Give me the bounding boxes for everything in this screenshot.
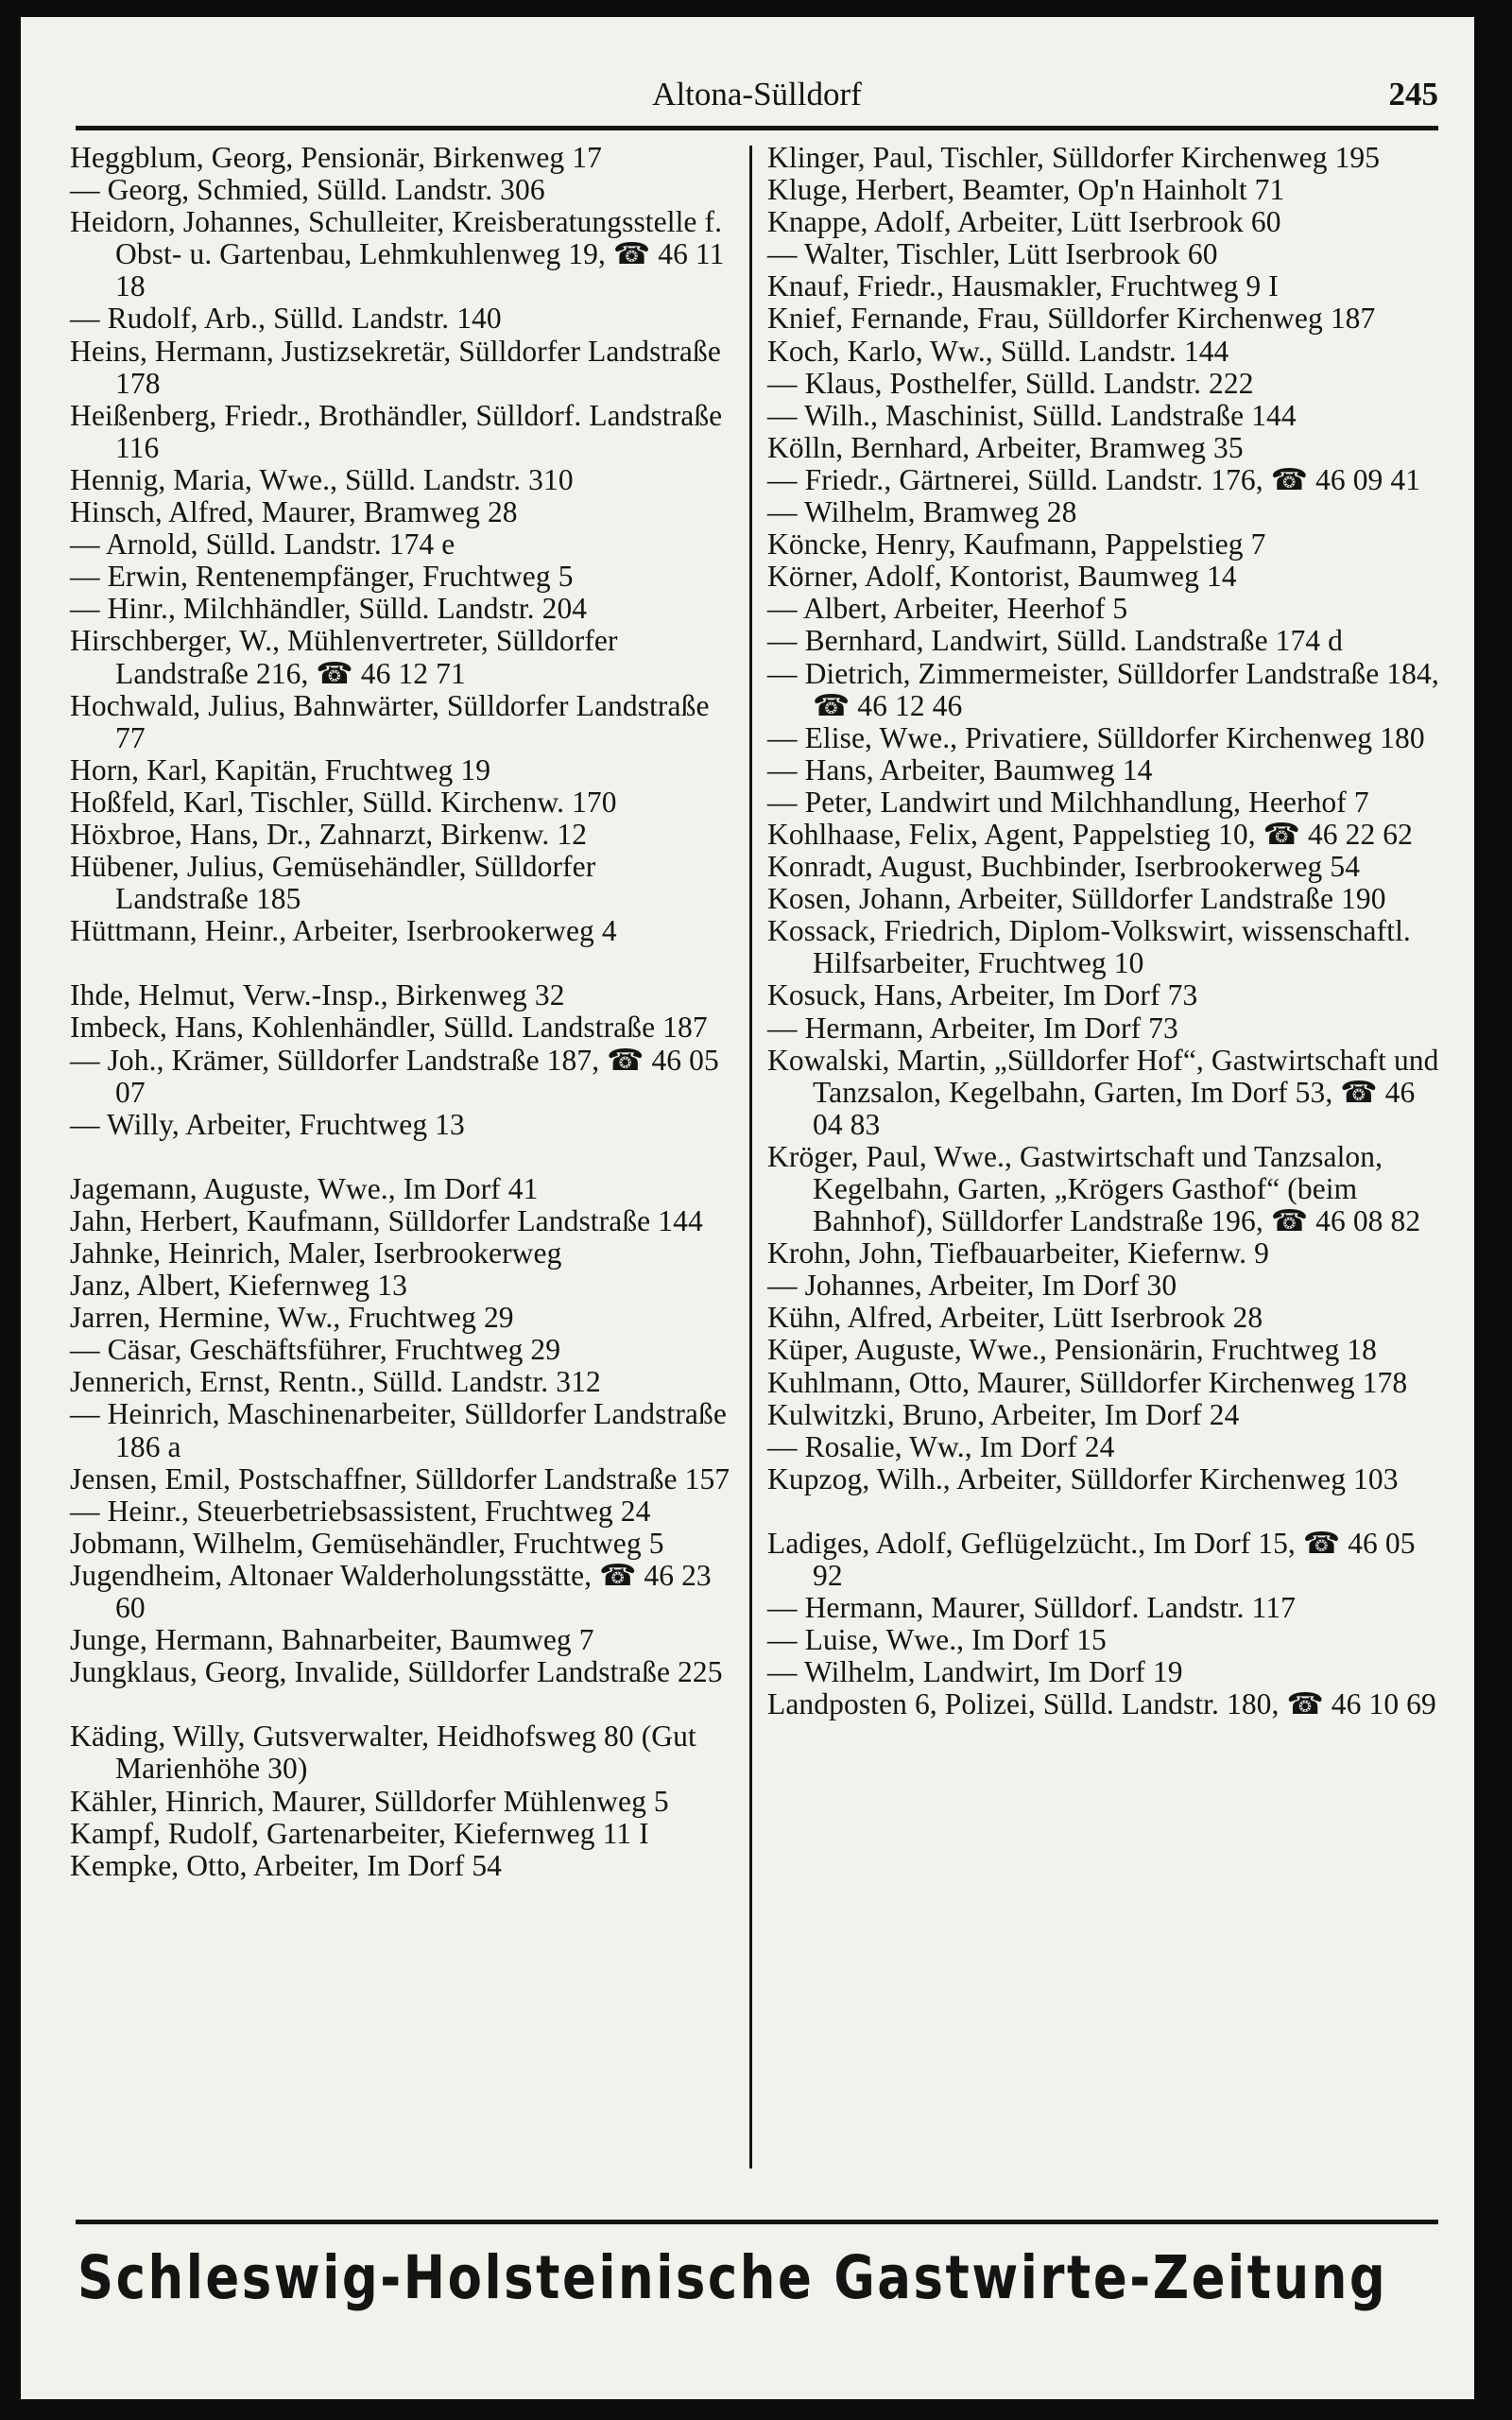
section-gap bbox=[70, 1688, 731, 1720]
directory-entry: Jahnke, Heinrich, Maler, Iserbrookerweg bbox=[70, 1236, 562, 1270]
directory-entry: Kampf, Rudolf, Gartenarbeiter, Kiefernweg 11 I bbox=[70, 1816, 649, 1850]
directory-entry: Hoßfeld, Karl, Tischler, Sülld. Kirchenw. 170 bbox=[70, 785, 617, 819]
directory-entry: Kossack, Friedrich, Diplom-Volkswirt, wissenschaftl. Hilfsarbeiter, Fruchtweg 10 bbox=[767, 914, 1418, 980]
directory-entry: — Joh., Krämer, Sülldorfer Landstraße 187, ☎ 46 05 07 bbox=[70, 1043, 727, 1109]
directory-entry: Jungklaus, Georg, Invalide, Sülldorfer Landstraße 225 bbox=[70, 1655, 723, 1689]
directory-entry: — Hans, Arbeiter, Baumweg 14 bbox=[767, 752, 1153, 786]
directory-entry: Käding, Willy, Gutsverwalter, Heidhofsweg 80 (Gut Marienhöhe 30) bbox=[70, 1720, 704, 1786]
page-number: 245 bbox=[1388, 76, 1438, 112]
directory-entry: Kempke, Otto, Arbeiter, Im Dorf 54 bbox=[70, 1848, 503, 1882]
directory-entry: Kölln, Bernhard, Arbeiter, Bramweg 35 bbox=[767, 430, 1244, 464]
directory-entry: Knappe, Adolf, Arbeiter, Lütt Iserbrook 60 bbox=[767, 205, 1281, 239]
directory-entry: Kühn, Alfred, Arbeiter, Lütt Iserbrook 28 bbox=[767, 1301, 1263, 1335]
column-divider bbox=[749, 146, 752, 2169]
directory-entry: Jobmann, Wilhelm, Gemüsehändler, Fruchtweg 5 bbox=[70, 1526, 664, 1560]
directory-entry: Küper, Auguste, Wwe., Pensionärin, Fruchtweg 18 bbox=[767, 1333, 1378, 1367]
directory-entry: — Georg, Schmied, Sülld. Landstr. 306 bbox=[70, 173, 545, 207]
directory-entry: Heißenberg, Friedr., Brothändler, Sülldorf. Landstraße 116 bbox=[70, 398, 730, 464]
section-gap bbox=[70, 947, 731, 979]
directory-entry: — Arnold, Sülld. Landstr. 174 e bbox=[70, 527, 455, 562]
directory-entry: Heins, Hermann, Justizsekretär, Sülldorfer Landstraße 178 bbox=[70, 334, 729, 400]
directory-entry: Horn, Karl, Kapitän, Fruchtweg 19 bbox=[70, 752, 491, 786]
directory-entry: Kohlhaase, Felix, Agent, Pappelstieg 10, ☎ 46 22 62 bbox=[767, 817, 1414, 851]
footer-banner: Schleswig-Holsteinische Gastwirte-Zeitung bbox=[77, 2243, 1388, 2312]
directory-entry: — Wilhelm, Bramweg 28 bbox=[767, 495, 1077, 529]
directory-entry: — Hinr., Milchhändler, Sülld. Landstr. 204 bbox=[70, 592, 588, 626]
directory-entry: — Elise, Wwe., Privatiere, Sülldorfer Kirchenweg 180 bbox=[767, 720, 1425, 754]
directory-entry: Ladiges, Adolf, Geflügelzücht., Im Dorf 15, ☎ 46 05 92 bbox=[767, 1526, 1423, 1593]
directory-entry: Klinger, Paul, Tischler, Sülldorfer Kirchenweg 195 bbox=[767, 141, 1381, 174]
directory-entry: — Heinrich, Maschinenarbeiter, Sülldorfer Landstraße 186 a bbox=[70, 1397, 734, 1463]
directory-entry: Hübener, Julius, Gemüsehändler, Sülldorfer Landstraße 185 bbox=[70, 850, 604, 916]
directory-entry: Körner, Adolf, Kontorist, Baumweg 14 bbox=[767, 560, 1237, 594]
directory-entry: Junge, Hermann, Bahnarbeiter, Baumweg 7 bbox=[70, 1623, 594, 1657]
directory-entry: Knauf, Friedr., Hausmakler, Fruchtweg 9 I bbox=[767, 269, 1279, 303]
directory-entry: — Walter, Tischler, Lütt Iserbrook 60 bbox=[767, 237, 1218, 271]
directory-entry: Kluge, Herbert, Beamter, Op'n Hainholt 71 bbox=[767, 173, 1285, 207]
directory-entry: — Albert, Arbeiter, Heerhof 5 bbox=[767, 592, 1128, 626]
directory-entry: Höxbroe, Hans, Dr., Zahnarzt, Birkenw. 12 bbox=[70, 817, 588, 851]
directory-entry: — Klaus, Posthelfer, Sülld. Landstr. 222 bbox=[767, 366, 1254, 400]
directory-entry: Jarren, Hermine, Ww., Fruchtweg 29 bbox=[70, 1301, 514, 1335]
directory-entry: — Willy, Arbeiter, Fruchtweg 13 bbox=[70, 1107, 465, 1141]
directory-entry: — Hermann, Arbeiter, Im Dorf 73 bbox=[767, 1011, 1178, 1045]
directory-entry: — Heinr., Steuerbetriebsassistent, Fruchtweg 24 bbox=[70, 1494, 651, 1528]
directory-entry: Jahn, Herbert, Kaufmann, Sülldorfer Landstraße 144 bbox=[70, 1203, 703, 1237]
directory-entry: — Peter, Landwirt und Milchhandlung, Heerhof 7 bbox=[767, 785, 1369, 819]
directory-entry: — Rosalie, Ww., Im Dorf 24 bbox=[767, 1429, 1115, 1463]
directory-entry: Kröger, Paul, Wwe., Gastwirtschaft und Tanzsalon, Kegelbahn, Garten, „Krögers Gasthof“ (beim Bahnhof), Sülldorfer Landstraße 196, ☎ 46 08 82 bbox=[767, 1139, 1421, 1238]
footer-rule bbox=[76, 2220, 1438, 2224]
directory-entry: Hennig, Maria, Wwe., Sülld. Landstr. 310 bbox=[70, 462, 574, 496]
directory-entry: Kowalski, Martin, „Sülldorfer Hof“, Gastwirtschaft und Tanzsalon, Kegelbahn, Garten, Im Dorf 53, ☎ 46 04 83 bbox=[767, 1043, 1446, 1141]
directory-entry: Konradt, August, Buchbinder, Iserbrookerweg 54 bbox=[767, 850, 1361, 884]
directory-entry: Hüttmann, Heinr., Arbeiter, Iserbrookerweg 4 bbox=[70, 914, 617, 948]
running-title: Altona-Sülldorf bbox=[652, 76, 862, 112]
directory-entry: Heggblum, Georg, Pensionär, Birkenweg 17 bbox=[70, 141, 602, 174]
directory-entry: Imbeck, Hans, Kohlenhändler, Sülld. Landstraße 187 bbox=[70, 1011, 708, 1045]
directory-entry: — Rudolf, Arb., Sülld. Landstr. 140 bbox=[70, 302, 502, 336]
directory-entry: — Bernhard, Landwirt, Sülld. Landstraße 174 d bbox=[767, 624, 1343, 658]
directory-entry: — Hermann, Maurer, Sülldorf. Landstr. 117 bbox=[767, 1591, 1296, 1625]
directory-entry: Kähler, Hinrich, Maurer, Sülldorfer Mühlenweg 5 bbox=[70, 1784, 669, 1818]
left-column bbox=[70, 141, 734, 2172]
directory-entry: Jensen, Emil, Postschaffner, Sülldorfer Landstraße 157 bbox=[70, 1461, 730, 1495]
directory-entry: Kulwitzki, Bruno, Arbeiter, Im Dorf 24 bbox=[767, 1397, 1240, 1431]
section-gap bbox=[767, 1495, 1446, 1528]
directory-entry: Koch, Karlo, Ww., Sülld. Landstr. 144 bbox=[767, 334, 1229, 368]
directory-entry: — Erwin, Rentenempfänger, Fruchtweg 5 bbox=[70, 560, 574, 594]
directory-entry: Ihde, Helmut, Verw.-Insp., Birkenweg 32 bbox=[70, 978, 565, 1012]
header-rule bbox=[76, 126, 1438, 130]
directory-entry: Hirschberger, W., Mühlenvertreter, Sülldorfer Landstraße 216, ☎ 46 12 71 bbox=[70, 624, 626, 690]
directory-entry: Janz, Albert, Kiefernweg 13 bbox=[70, 1269, 407, 1303]
directory-entry: Jugendheim, Altonaer Walderholungsstätte, ☎ 46 23 60 bbox=[70, 1558, 719, 1625]
section-gap bbox=[70, 1141, 731, 1173]
directory-entry: Heidorn, Johannes, Schulleiter, Kreisberatungsstelle f. Obst- u. Gartenbau, Lehmkuhlenweg 19, ☎ 46 11 18 bbox=[70, 205, 732, 303]
directory-entry: — Luise, Wwe., Im Dorf 15 bbox=[767, 1623, 1107, 1657]
directory-entry: — Johannes, Arbeiter, Im Dorf 30 bbox=[767, 1269, 1177, 1303]
directory-entry: Hochwald, Julius, Bahnwärter, Sülldorfer Landstraße 77 bbox=[70, 688, 717, 754]
directory-entry: Jennerich, Ernst, Rentn., Sülld. Landstr. 312 bbox=[70, 1365, 601, 1399]
directory-entry: — Friedr., Gärtnerei, Sülld. Landstr. 176, ☎ 46 09 41 bbox=[767, 462, 1421, 496]
directory-page bbox=[21, 17, 1474, 2399]
directory-entry: — Dietrich, Zimmermeister, Sülldorfer Landstraße 184, ☎ 46 12 46 bbox=[767, 656, 1447, 722]
directory-entry: — Wilhelm, Landwirt, Im Dorf 19 bbox=[767, 1655, 1183, 1689]
directory-entry: Krohn, John, Tiefbauarbeiter, Kiefernw. 9 bbox=[767, 1236, 1269, 1270]
directory-entry: — Cäsar, Geschäftsführer, Fruchtweg 29 bbox=[70, 1333, 561, 1367]
directory-entry: — Wilh., Maschinist, Sülld. Landstraße 144 bbox=[767, 398, 1297, 432]
directory-entry: Kosen, Johann, Arbeiter, Sülldorfer Landstraße 190 bbox=[767, 882, 1386, 916]
directory-entry: Hinsch, Alfred, Maurer, Bramweg 28 bbox=[70, 495, 518, 529]
directory-entry: Jagemann, Auguste, Wwe., Im Dorf 41 bbox=[70, 1171, 539, 1205]
running-head bbox=[76, 76, 1438, 127]
directory-entry: Köncke, Henry, Kaufmann, Pappelstieg 7 bbox=[767, 527, 1266, 562]
directory-entry: Kupzog, Wilh., Arbeiter, Sülldorfer Kirchenweg 103 bbox=[767, 1461, 1399, 1495]
directory-entry: Kosuck, Hans, Arbeiter, Im Dorf 73 bbox=[767, 978, 1198, 1012]
directory-entry: Knief, Fernande, Frau, Sülldorfer Kirchenweg 187 bbox=[767, 302, 1376, 336]
directory-entry: Landposten 6, Polizei, Sülld. Landstr. 180, ☎ 46 10 69 bbox=[767, 1687, 1436, 1721]
directory-entry: Kuhlmann, Otto, Maurer, Sülldorfer Kirchenweg 178 bbox=[767, 1365, 1408, 1399]
right-column bbox=[767, 142, 1446, 2172]
